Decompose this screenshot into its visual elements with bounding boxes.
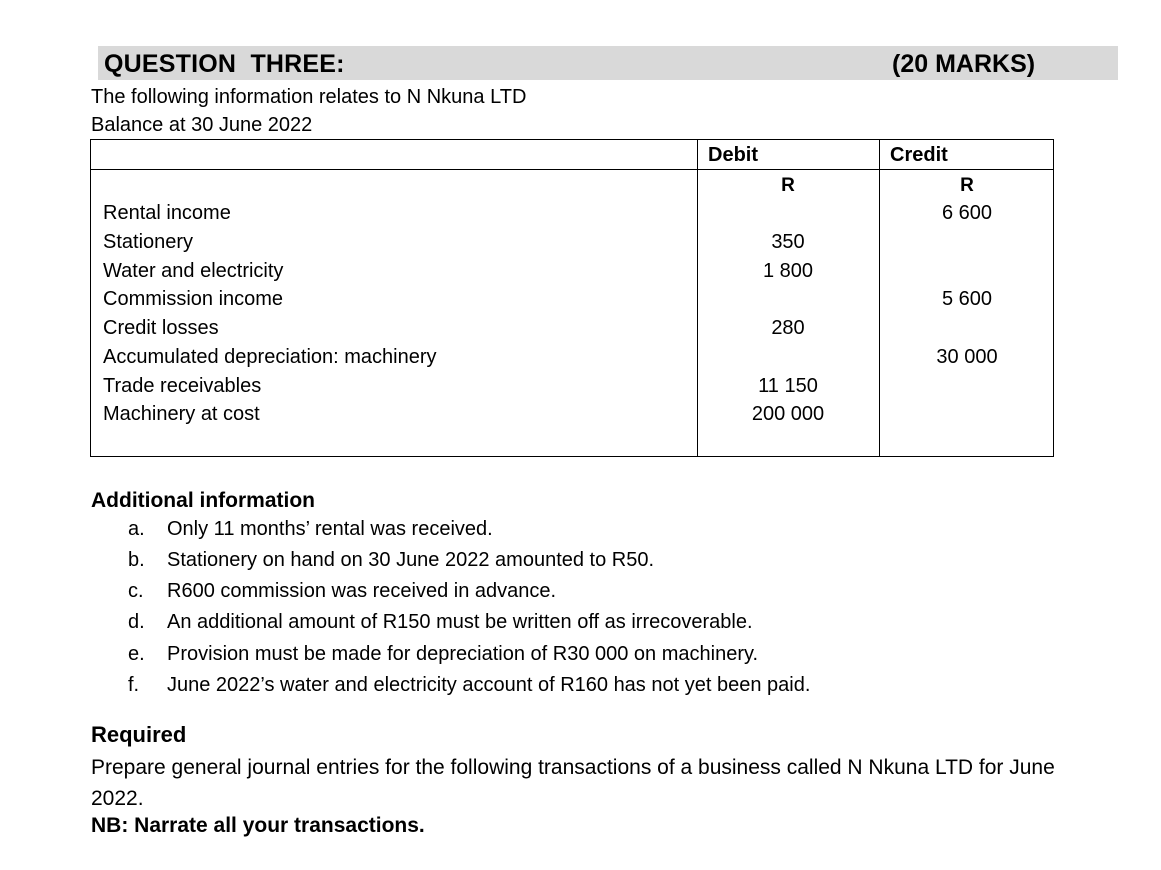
list-text: Provision must be made for depreciation of R30 000 on machinery. [167,643,759,665]
list-marker: b. [128,549,145,571]
list-marker: f. [128,674,140,696]
account-name: Credit losses [103,317,219,339]
account-name: Stationery [103,231,194,253]
list-text: Stationery on hand on 30 June 2022 amounted to R50. [167,549,655,571]
header-row-divider [91,169,1053,170]
trial-balance-table [90,139,1054,457]
account-name: Rental income [103,202,231,224]
credit-amount: 6 600 [941,202,993,224]
credit-amount: 5 600 [941,288,993,310]
list-text: An additional amount of R150 must be written off as irrecoverable. [167,611,753,633]
debit-header: Debit [708,144,758,166]
credit-header: Credit [890,144,948,166]
required-heading: Required [91,722,187,747]
question-title: QUESTION THREE: [104,50,345,78]
additional-info-heading: Additional information [91,489,315,512]
debit-amount: 280 [771,317,805,339]
account-name: Trade receivables [103,375,262,397]
nb-note: NB: Narrate all your transactions. [91,814,425,837]
intro-balance-date: Balance at 30 June 2022 [91,114,313,136]
list-marker: d. [128,611,145,633]
account-name: Machinery at cost [103,403,260,425]
debit-amount: 200 000 [751,403,825,425]
debit-amount: 350 [771,231,805,253]
credit-unit: R [960,175,974,196]
intro-company-line: The following information relates to N Nkuna LTD [91,86,527,108]
account-name: Commission income [103,288,284,310]
required-instruction: Prepare general journal entries for the following transactions of a business called N Nkuna LTD for June 2022. [91,756,1055,810]
list-text: R600 commission was received in advance. [167,580,557,602]
question-marks: (20 MARKS) [892,50,1036,78]
list-marker: e. [128,643,145,665]
account-name: Accumulated depreciation: machinery [103,346,437,368]
credit-amount: 30 000 [936,346,998,368]
list-marker: a. [128,518,145,540]
list-marker: c. [128,580,144,602]
debit-unit: R [781,175,795,196]
debit-amount: 11 150 [758,375,818,397]
debit-amount: 1 800 [762,260,814,282]
list-text: Only 11 months’ rental was received. [167,518,493,540]
account-name: Water and electricity [103,260,284,282]
list-text: June 2022’s water and electricity account of R160 has not yet been paid. [167,674,811,696]
